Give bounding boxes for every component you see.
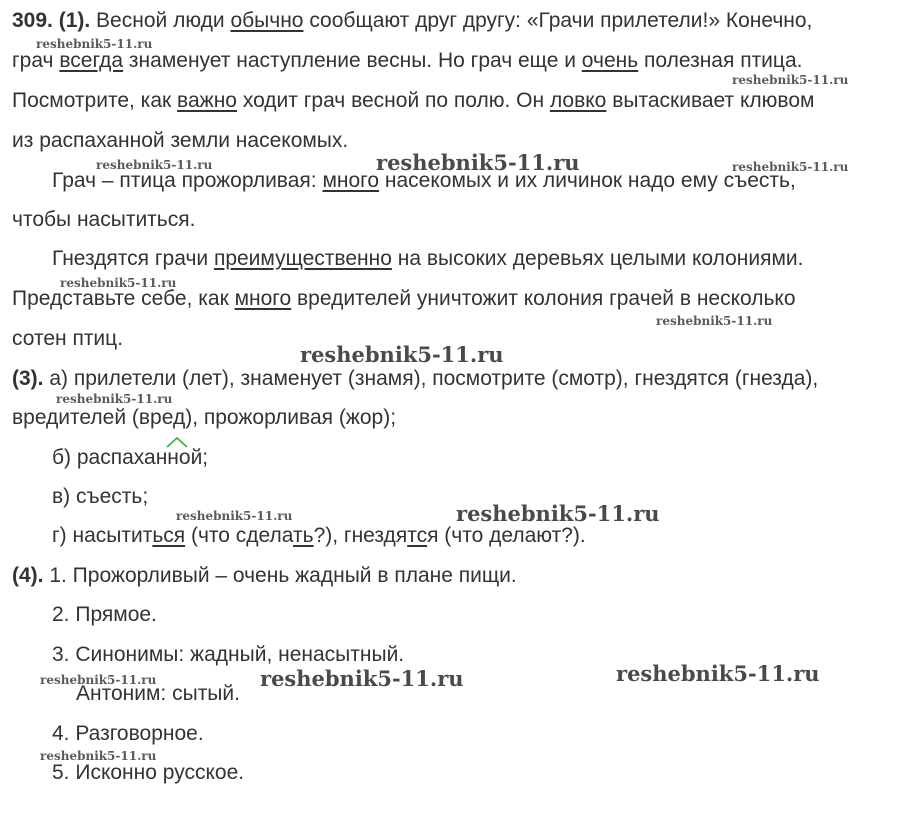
underlined-word: преимущественно [213,247,392,270]
text-line [52,524,586,548]
morpheme-caret-icon [166,436,188,448]
text-line [12,49,802,73]
text-line [12,367,818,391]
text-line [12,564,517,588]
text-segment: а) прилетели (лет), знаменует (знамя), посмотрите (смотр), гнездятся (гнезда), [43,367,819,390]
text-segment: 3. Синонимы: жадный, ненасытный. [52,643,405,666]
text-line [12,89,814,113]
text-segment: Гнездятся грачи [52,247,214,270]
text-segment: знаменует наступление весны. Но грач еще и [123,49,582,72]
text-segment: Антоним: сытый. [76,682,240,705]
text-segment: 5. Исконно русское. [52,761,245,784]
watermark: reshebnik5-11.ru [60,276,177,290]
text-line [52,761,244,785]
watermark: reshebnik5-11.ru [260,666,464,691]
underlined-word: ься [152,524,186,547]
text-segment: Представьте себе, как [12,287,235,310]
text-segment: Посмотрите, как [12,89,178,112]
watermark: reshebnik5-11.ru [40,749,157,763]
text-line [12,129,348,153]
text-segment: полезная птица. [638,49,803,72]
task-number: (3). [12,367,44,390]
text-line [52,603,157,627]
watermark: reshebnik5-11.ru [656,314,773,328]
text-segment: вытаскивает клювом [606,89,815,112]
text-segment: (что сдела [185,524,294,547]
text-segment: 1. Прожорливый – очень жадный в плане пищи. [43,564,517,587]
watermark: reshebnik5-11.ru [36,37,153,51]
watermark: reshebnik5-11.ru [300,342,504,367]
watermark: reshebnik5-11.ru [732,73,849,87]
text-segment: г) насытит [52,524,153,547]
underlined-word: много [322,169,380,192]
watermark: reshebnik5-11.ru [732,160,849,174]
task-number: (4). [12,564,44,587]
underlined-word: ловко [549,89,607,112]
text-segment: на высоких деревьях целыми колониями. [391,247,804,270]
text-segment: я (что делают?). [427,524,586,547]
text-line [12,208,195,232]
text-segment: сообщают друг другу: «Грачи прилетели!» Конечно, [303,9,813,32]
text-segment: ?), гнездя [313,524,408,547]
watermark: reshebnik5-11.ru [40,673,157,687]
text-line [52,643,404,667]
underlined-word: обычно [230,9,304,32]
text-segment: 2. Прямое. [52,603,157,626]
watermark: reshebnik5-11.ru [56,392,173,406]
underlined-word: очень [581,49,639,72]
underlined-word: ть [293,524,314,547]
task-number: 309. (1). [12,9,91,32]
text-segment: б) распаханной; [52,446,209,469]
text-segment: 4. Разговорное. [52,722,204,745]
text-segment: насекомых и их личинок надо ему съесть, [379,169,796,192]
watermark: reshebnik5-11.ru [176,509,293,523]
watermark: reshebnik5-11.ru [376,150,580,175]
text-line [12,287,796,311]
text-line [12,327,123,351]
text-line [52,247,804,271]
text-line [52,446,208,470]
text-segment: грач [12,49,60,72]
underlined-word: много [234,287,292,310]
text-segment: Весной люди [90,9,231,32]
watermark: reshebnik5-11.ru [96,158,213,172]
watermark: reshebnik5-11.ru [456,501,660,526]
text-line [12,406,396,430]
text-segment: чтобы насытиться. [12,208,196,231]
text-segment: вредителей уничтожит колония грачей в несколько [291,287,796,310]
underlined-word: всегда [59,49,124,72]
underlined-word: тс [407,524,428,547]
text-segment: Грач – птица прожорливая: [52,169,323,192]
text-line [52,722,204,746]
text-line [12,9,812,33]
text-line [52,485,148,509]
text-segment: вредителей (вред), прожорливая (жор); [12,406,397,429]
underlined-word: важно [177,89,237,112]
text-segment: ходит грач весной по полю. Он [236,89,550,112]
text-segment: сотен птиц. [12,327,124,350]
watermark: reshebnik5-11.ru [616,661,820,686]
text-segment: из распаханной земли насекомых. [12,129,349,152]
text-segment: в) съесть; [52,485,149,508]
